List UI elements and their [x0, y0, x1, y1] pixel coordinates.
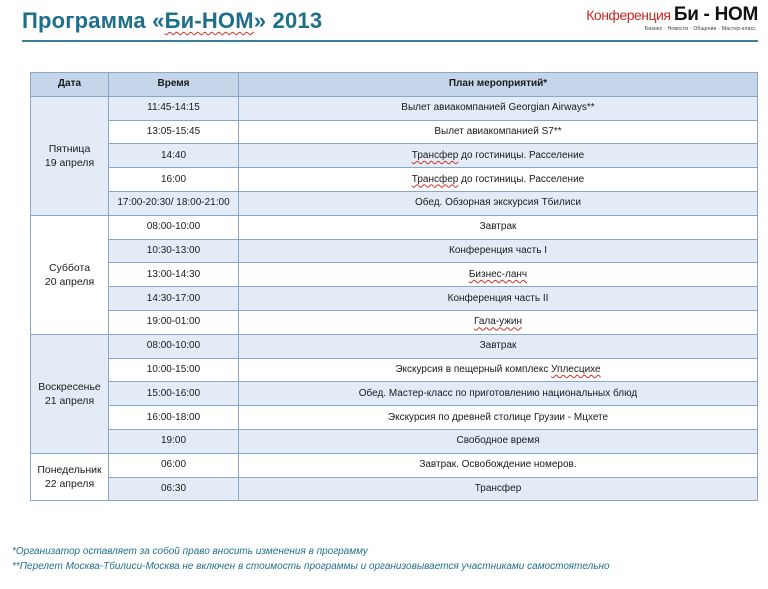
time-cell: 15:00-16:00: [109, 382, 239, 406]
time-cell: 16:00-18:00: [109, 406, 239, 430]
day-cell-sunday: Воскресенье 21 апреля: [31, 334, 109, 453]
plan-cell: Трансфер: [239, 477, 758, 501]
table-row: [31, 429, 758, 453]
time-cell: 11:45-14:15: [109, 96, 239, 120]
table-row: [31, 120, 758, 144]
conference-logo: [586, 4, 758, 36]
page-title: Программа «Би-НОМ» 2013: [22, 8, 323, 33]
title-brand: Би-НОМ: [164, 8, 254, 33]
plan-cell: Завтрак: [239, 215, 758, 239]
time-cell: 14:30-17:00: [109, 287, 239, 311]
day-cell-monday: Понедельник 22 апреля: [31, 453, 109, 501]
table-row: [31, 263, 758, 287]
time-cell: 06:00: [109, 453, 239, 477]
plan-cell: Вылет авиакомпанией S7**: [239, 120, 758, 144]
footnotes: [12, 544, 752, 574]
day-cell-saturday: Суббота 20 апреля: [31, 215, 109, 334]
plan-cell: Бизнес-ланч: [239, 263, 758, 287]
plan-cell: Обед. Мастер-класс по приготовлению национальных блюд: [239, 382, 758, 406]
time-cell: 13:00-14:30: [109, 263, 239, 287]
plan-cell: Конференция часть I: [239, 239, 758, 263]
table-row: [31, 96, 758, 120]
table-row: [31, 382, 758, 406]
time-cell: 19:00: [109, 429, 239, 453]
table-row: [31, 215, 758, 239]
plan-cell: Конференция часть II: [239, 287, 758, 311]
time-cell: 08:00-10:00: [109, 334, 239, 358]
table-row: [31, 168, 758, 192]
table-row: [31, 453, 758, 477]
table-row: [31, 239, 758, 263]
time-cell: 13:05-15:45: [109, 120, 239, 144]
plan-cell: Гала-ужин: [239, 310, 758, 334]
table-row: [31, 358, 758, 382]
header-divider: [22, 40, 758, 42]
header-date: Дата: [31, 73, 109, 97]
plan-cell: Экскурсия по древней столице Грузии - Мцхете: [239, 406, 758, 430]
time-cell: 08:00-10:00: [109, 215, 239, 239]
logo-brand-word: Би - НОМ: [673, 4, 758, 25]
day-cell-friday: Пятница 19 апреля: [31, 96, 109, 215]
plan-cell: Трансфер до гостиницы. Расселение: [239, 168, 758, 192]
time-cell: 17:00-20:30/ 18:00-21:00: [109, 191, 239, 215]
table-row: [31, 310, 758, 334]
table-row: [31, 191, 758, 215]
logo-tagline: Бизнес · Новости · Общение · Мастер-класс: [644, 26, 756, 32]
table-row: [31, 287, 758, 311]
plan-cell: Свободное время: [239, 429, 758, 453]
plan-cell: Обед. Обзорная экскурсия Тбилиси: [239, 191, 758, 215]
time-cell: 10:00-15:00: [109, 358, 239, 382]
header-time: Время: [109, 73, 239, 97]
footnote-flight: **Перелет Москва-Тбилиси-Москва не включен в стоимость программы и организовывается участниками самостоятельно: [12, 561, 610, 572]
time-cell: 16:00: [109, 168, 239, 192]
time-cell: 19:00-01:00: [109, 310, 239, 334]
table-row: [31, 334, 758, 358]
table-row: [31, 477, 758, 501]
plan-cell: Вылет авиакомпанией Georgian Airways**: [239, 96, 758, 120]
footnote-organizer: *Организатор оставляет за собой право вносить изменения в программу: [12, 546, 368, 557]
plan-cell: Трансфер до гостиницы. Расселение: [239, 144, 758, 168]
table-row: [31, 406, 758, 430]
time-cell: 06:30: [109, 477, 239, 501]
table-header-row: [31, 73, 758, 97]
table-row: [31, 144, 758, 168]
time-cell: 10:30-13:00: [109, 239, 239, 263]
header-plan: План мероприятий*: [239, 73, 758, 97]
schedule-table: [30, 72, 758, 501]
plan-cell: Экскурсия в пещерный комплекс Уплесцихе: [239, 358, 758, 382]
logo-conference-word: Конференция: [586, 7, 674, 23]
time-cell: 14:40: [109, 144, 239, 168]
plan-cell: Завтрак: [239, 334, 758, 358]
plan-cell: Завтрак. Освобождение номеров.: [239, 453, 758, 477]
